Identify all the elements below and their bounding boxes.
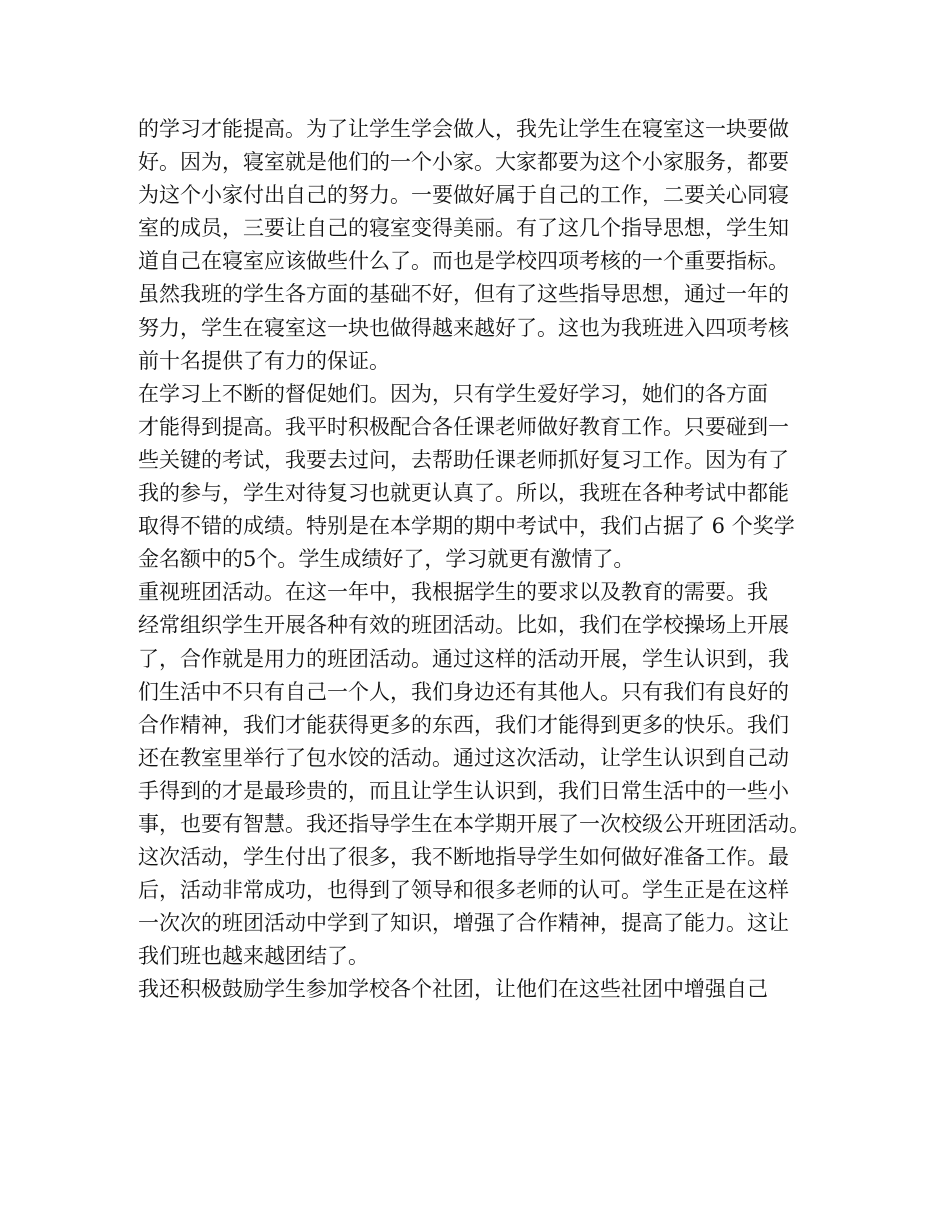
text-line: 在学习上不断的督促她们。因为，只有学生爱好学习，她们的各方面 (138, 381, 768, 406)
text-line: 虽然我班的学生各方面的基础不好，但有了这些指导思想，通过一年的 (138, 282, 789, 307)
document-body (138, 113, 818, 1007)
text-line: 我的参与，学生对待复习也就更认真了。所以，我班在各种考试中都能 (138, 481, 789, 506)
text-line: 室的成员，三要让自己的寝室变得美丽。有了这几个指导思想，学生知 (138, 216, 789, 241)
text-line: 的学习才能提高。为了让学生学会做人，我先让学生在寝室这一块要做 (138, 117, 789, 141)
text-line: 前十名提供了有力的保证。 (138, 348, 390, 373)
text-line: 合作精神，我们才能获得更多的东西，我们才能得到更多的快乐。我们 (138, 712, 789, 737)
text-line: 手得到的才是最珍贵的，而且让学生认识到，我们日常生活中的一些小 (138, 778, 789, 803)
text-line: 取得不错的成绩。特别是在本学期的期中考试中，我们占据了 6 个奖学 (138, 514, 795, 539)
text-line: 努力，学生在寝室这一块也做得越来越好了。这也为我班进入四项考核 (138, 315, 789, 340)
text-line: 好。因为，寝室就是他们的一个小家。大家都要为这个小家服务，都要 (138, 150, 789, 175)
text-line: 了，合作就是用力的班团活动。通过这样的活动开展，学生认识到，我 (138, 646, 789, 671)
text-line: 为这个小家付出自己的努力。一要做好属于自己的工作，二要关心同寝 (138, 183, 789, 208)
text-line: 事，也要有智慧。我还指导学生在本学期开展了一次校级公开班团活动。 (138, 811, 810, 836)
text-line: 金名额中的5个。学生成绩好了，学习就更有激情了。 (138, 547, 635, 572)
text-line: 后，活动非常成功，也得到了领导和很多老师的认可。学生正是在这样 (138, 878, 789, 903)
text-line: 我们班也越来越团结了。 (138, 944, 369, 969)
text-line: 我还积极鼓励学生参加学校各个社团，让他们在这些社团中增强自己 (138, 977, 768, 1002)
text-line: 重视班团活动。在这一年中，我根据学生的要求以及教育的需要。我 (138, 580, 768, 605)
text-line: 还在教室里举行了包水饺的活动。通过这次活动，让学生认识到自己动 (138, 745, 789, 770)
text-line: 经常组织学生开展各种有效的班团活动。比如，我们在学校操场上开展 (138, 613, 789, 638)
text-line: 道自己在寝室应该做些什么了。而也是学校四项考核的一个重要指标。 (138, 249, 789, 274)
text-line: 这次活动，学生付出了很多，我不断地指导学生如何做好准备工作。最 (138, 845, 789, 870)
text-line: 些关键的考试，我要去过问，去帮助任课老师抓好复习工作。因为有了 (138, 447, 789, 472)
text-line: 们生活中不只有自己一个人，我们身边还有其他人。只有我们有良好的 (138, 679, 789, 704)
text-line: 一次次的班团活动中学到了知识，增强了合作精神，提高了能力。这让 (138, 911, 789, 936)
text-line: 才能得到提高。我平时积极配合各任课老师做好教育工作。只要碰到一 (138, 414, 789, 439)
